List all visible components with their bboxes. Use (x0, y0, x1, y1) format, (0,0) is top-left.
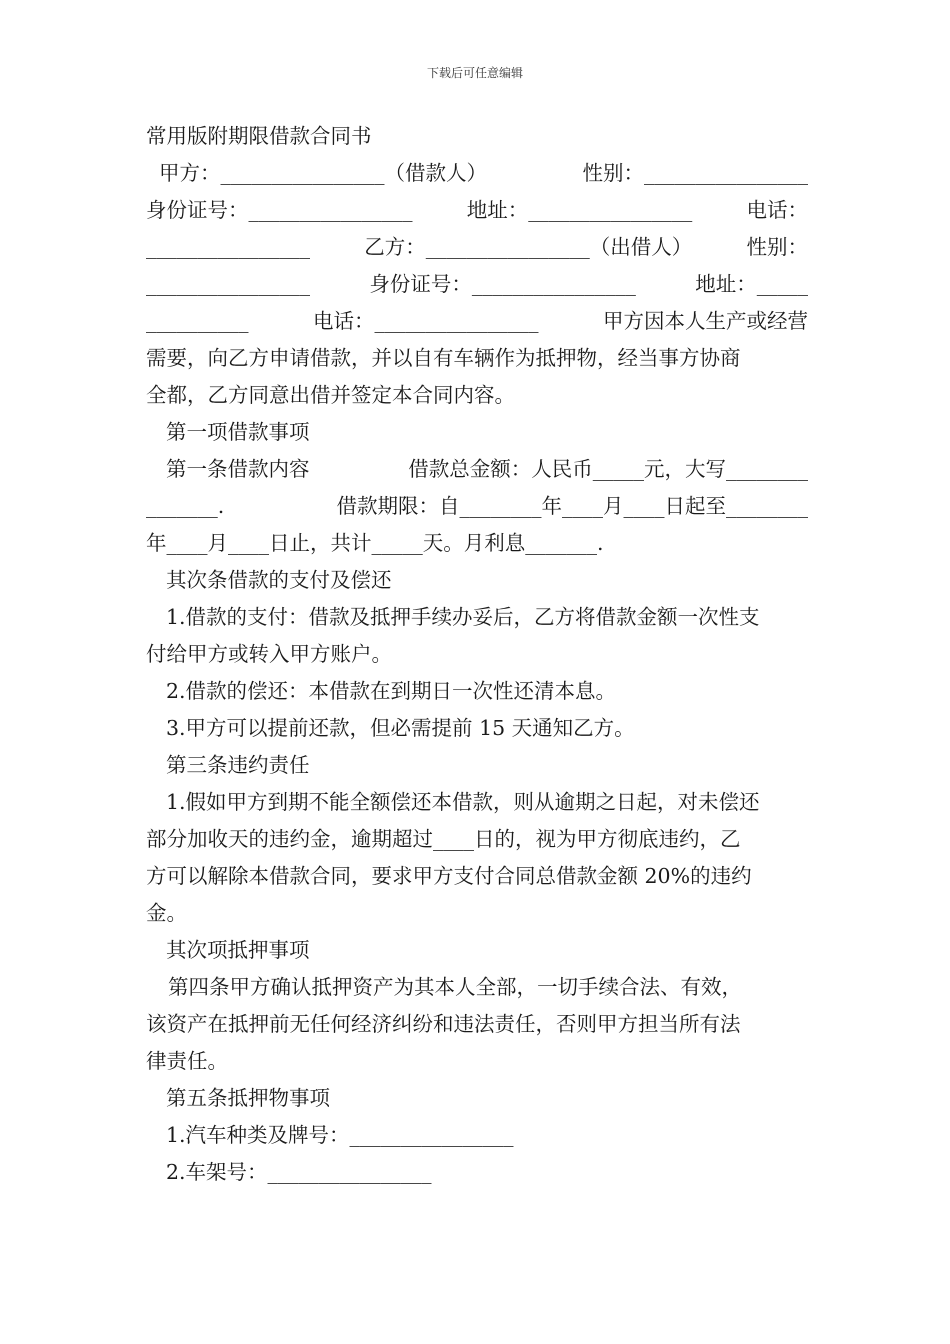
article-4-line-3: 律责任。 (146, 1049, 228, 1073)
party-b-gender-label: 性别： (746, 235, 808, 259)
party-a-line (146, 155, 808, 192)
loan-amount-field: 借款总金额：人民币_____元，大写________ (408, 457, 808, 481)
party-a-phone-label: 电话： (746, 198, 808, 222)
article-2-item-1-cont: 付给甲方或转入甲方账户。 (146, 642, 392, 666)
party-a-address-field: 地址：________________ (466, 198, 693, 222)
article-2-item-3: 3.甲方可以提前还款，但必需提前 15 天通知乙方。 (166, 716, 635, 740)
loan-amount-words-blank: _______. (146, 494, 225, 518)
article-2-item-1: 1.借款的支付：借款及抵押手续办妥后，乙方将借款金额一次性支 (166, 605, 760, 629)
party-a-field: 甲方：________________（借款人） (146, 161, 488, 185)
party-a-id-line (146, 192, 808, 229)
section-2-heading: 其次项抵押事项 (166, 938, 310, 962)
document-body (146, 118, 808, 1191)
header-note: 下载后可任意编辑 (426, 66, 523, 80)
article-3-item-1-cont-3: 金。 (146, 901, 187, 925)
article-5-heading: 第五条抵押物事项 (166, 1086, 330, 1110)
party-b-phone-field: 电话：________________ (313, 309, 539, 333)
preamble-line-2: 需要，向乙方申请借款，并以自有车辆作为抵押物，经当事方协商 (146, 346, 741, 370)
document-title: 常用版附期限借款合同书 (146, 124, 372, 148)
loan-term-end-line: 年____月____日止，共计_____天。月利息_______. (146, 531, 604, 555)
loan-term-field: 借款期限：自________年____月____日起至________ (336, 494, 808, 518)
party-b-line (146, 229, 808, 266)
party-b-gender-blank: ________________ (146, 272, 310, 296)
article-5-item-1: 1.汽车种类及牌号：________________ (166, 1123, 514, 1147)
article-2-heading: 其次条借款的支付及偿还 (166, 568, 392, 592)
article-3-item-1-cont-2: 方可以解除本借款合同，要求甲方支付合同总借款金额 20%的违约 (146, 864, 752, 888)
article-3-item-1: 1.假如甲方到期不能全额偿还本借款，则从逾期之日起，对未偿还 (166, 790, 760, 814)
party-b-address-field: 地址：_____ (695, 272, 808, 296)
loan-term-line (146, 488, 808, 525)
party-b-id-line (146, 266, 808, 303)
party-a-phone-blank: ________________ (146, 235, 310, 259)
party-b-id-field: 身份证号：________________ (369, 272, 636, 296)
article-2-item-2: 2.借款的偿还：本借款在到期日一次性还清本息。 (166, 679, 617, 703)
party-b-phone-line (146, 303, 808, 340)
party-b-field: 乙方：________________（出借人） (364, 235, 693, 259)
preamble-start: 甲方因本人生产或经营 (603, 309, 808, 333)
article-4-line-2: 该资产在抵押前无任何经济纠纷和违法责任，否则甲方担当所有法 (146, 1012, 741, 1036)
article-1-heading: 第一条借款内容 (166, 457, 310, 481)
article-5-item-2: 2.车架号：________________ (166, 1160, 432, 1184)
preamble-line-3: 全都，乙方同意出借并签定本合同内容。 (146, 383, 515, 407)
section-1-heading: 第一项借款事项 (166, 420, 310, 444)
article-1-line (146, 451, 808, 488)
article-4-line-1: 第四条甲方确认抵押资产为其本人全部，一切手续合法、有效， (168, 975, 742, 999)
party-b-address-blank: __________ (146, 309, 249, 333)
party-a-id-field: 身份证号：________________ (146, 198, 413, 222)
article-3-heading: 第三条违约责任 (166, 753, 310, 777)
article-3-item-1-cont-1: 部分加收天的违约金，逾期超过____日的，视为甲方彻底违约，乙 (146, 827, 741, 851)
party-a-gender-field: 性别：________________ (582, 161, 808, 185)
